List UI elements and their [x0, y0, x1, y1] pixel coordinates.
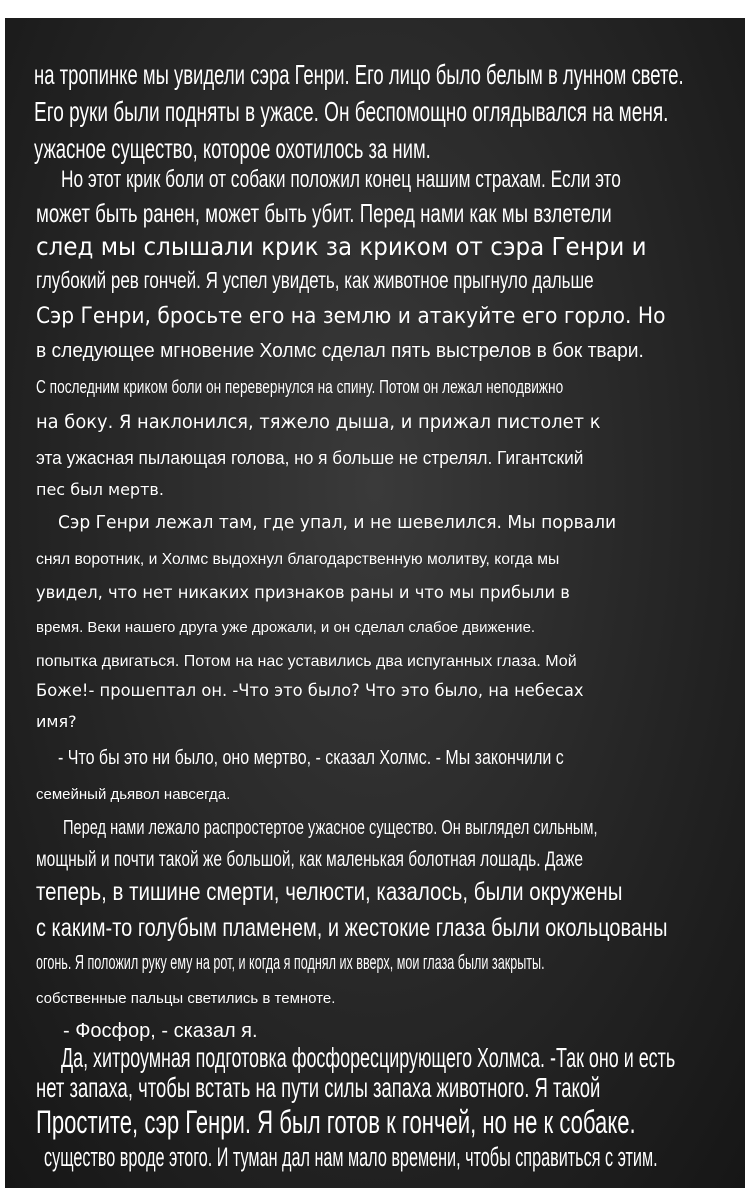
text-line-15: снял воротник, и Холмс выдохнул благодарственную молитву, когда мы [36, 551, 560, 568]
text-line-6: след мы слышали крик за криком от сэра Генри и [36, 232, 647, 261]
text-line-21: - Что бы это ни было, оно мертво, - сказал Холмс. - Мы закончили с [58, 747, 564, 769]
text-line-30: Да, хитроумная подготовка фосфоресцирующего Холмса. -Так оно и есть [61, 1042, 676, 1073]
text-line-33: существо вроде этого. И туман дал нам мало времени, чтобы справиться с этим. [44, 1142, 658, 1172]
text-line-8: Сэр Генри, бросьте его на землю и атакуйте его горло. Но [36, 304, 666, 329]
text-line-31: нет запаха, чтобы встать на пути силы запаха животного. Я такой [36, 1072, 601, 1103]
text-line-18: попытка двигаться. Потом на нас уставились два испуганных глаза. Мой [36, 653, 577, 670]
text-line-4: Но этот крик боли от собаки положил конец нашим страхам. Если это [61, 166, 621, 193]
text-line-20: имя? [36, 712, 77, 731]
text-line-17: время. Веки нашего друга уже дрожали, и он сделал слабое движение. [36, 619, 536, 636]
text-line-19: Боже!- прошептал он. -Что это было? Что это было, на небесах [36, 681, 584, 701]
text-line-11: на боку. Я наклонился, тяжело дыша, и прижал пистолет к [36, 411, 601, 433]
text-line-28: собственные пальцы светились в темноте. [36, 990, 336, 1007]
text-line-26: с каким-то голубым пламенем, и жестокие глаза были окольцованы [36, 914, 668, 942]
text-line-14: Сэр Генри лежал там, где упал, и не шевелился. Мы порвали [58, 512, 617, 533]
text-line-3: ужасное существо, которое охотилось за ним. [34, 133, 431, 164]
text-line-13: пес был мертв. [36, 480, 164, 499]
text-line-29: - Фосфор, - сказал я. [63, 1020, 258, 1042]
text-line-24: мощный и почти такой же большой, как маленькая болотная лошадь. Даже [36, 848, 584, 871]
text-line-32: Простите, сэр Генри. Я был готов к гончей, но не к собаке. [36, 1104, 636, 1140]
text-line-2: Его руки были подняты в ужасе. Он беспомощно оглядывался на меня. [34, 96, 669, 127]
text-line-16: увидел, что нет никаких признаков раны и что мы прибыли в [36, 583, 570, 603]
text-line-10: С последним криком боли он перевернулся на спину. Потом он лежал неподвижно [36, 377, 564, 397]
text-line-7: глубокий рев гончей. Я успел увидеть, как животное прыгнуло дальше [36, 267, 594, 293]
text-line-27: огонь. Я положил руку ему на рот, и когда я поднял их вверх, мои глаза были закрыты. [36, 952, 545, 974]
text-line-5: может быть ранен, может быть убит. Перед нами как мы взлетели [36, 198, 612, 228]
text-line-9: в следующее мгновение Холмс сделал пять выстрелов в бок твари. [36, 340, 644, 362]
text-line-22: семейный дьявол навсегда. [36, 786, 231, 803]
text-line-12: эта ужасная пылающая голова, но я больше не стрелял. Гигантский [36, 448, 584, 468]
page-background [5, 18, 745, 1188]
text-line-1: на тропинке мы увидели сэра Генри. Его лицо было белым в лунном свете. [34, 59, 684, 90]
text-line-23: Перед нами лежало распростертое ужасное существо. Он выглядел сильным, [63, 817, 598, 839]
text-line-25: теперь, в тишине смерти, челюсти, казалось, были окружены [36, 878, 623, 906]
